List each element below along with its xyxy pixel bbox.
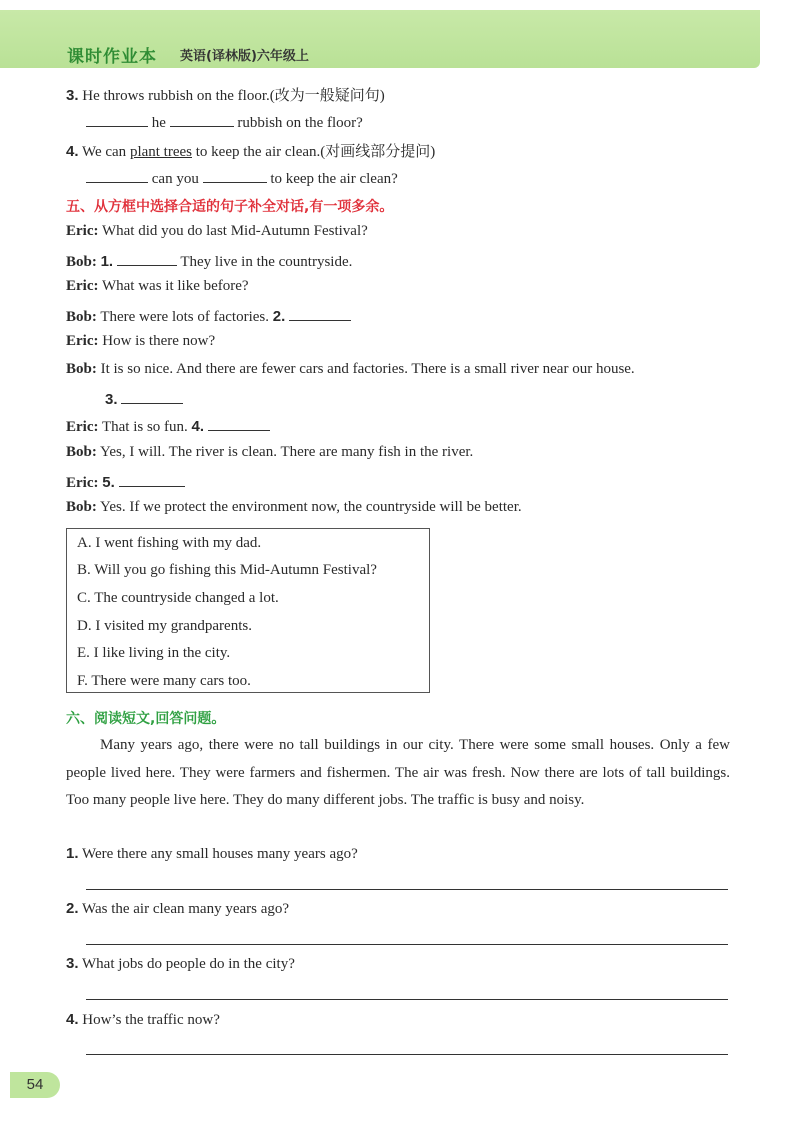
option-c: C. The countryside changed a lot. — [77, 590, 279, 606]
question-number: 3. — [66, 955, 79, 972]
dialogue-line — [66, 444, 473, 461]
answer-blank[interactable] — [121, 389, 183, 404]
dialogue-line — [66, 361, 635, 378]
answer-line[interactable] — [86, 1054, 728, 1055]
answer-blank[interactable] — [170, 112, 234, 127]
answer-blank[interactable] — [289, 306, 351, 321]
answer-blank[interactable] — [203, 168, 267, 183]
speaker: Bob: — [66, 444, 97, 460]
book-title: 课时作业本 — [67, 47, 157, 67]
dialogue-line — [66, 333, 215, 350]
question-4 — [66, 140, 435, 161]
option-a: A. I went fishing with my dad. — [77, 535, 262, 551]
blank-number: 1. — [100, 253, 114, 270]
dialogue-text: How is there now? — [102, 333, 216, 349]
answer-blank[interactable] — [86, 112, 148, 127]
dialogue-line — [66, 223, 368, 240]
question-number: 4. — [66, 143, 79, 160]
dialogue-line — [66, 472, 185, 492]
speaker: Bob: — [66, 499, 97, 515]
dialogue-text: That is so fun. — [101, 419, 188, 435]
underlined-phrase: plant trees — [129, 144, 192, 160]
dialogue-text: What did you do last Mid-Autumn Festival? — [101, 223, 368, 239]
answer-blank[interactable] — [86, 168, 148, 183]
question-3 — [66, 84, 385, 105]
question-text: What jobs do people do in the city? — [82, 956, 295, 972]
question-number: 2. — [66, 900, 79, 917]
dialogue-line — [66, 251, 352, 271]
dialogue-line — [66, 499, 522, 516]
question-text: Were there any small houses many years ago? — [82, 846, 358, 862]
dialogue-line — [66, 306, 351, 326]
question-number: 3. — [66, 87, 79, 104]
speaker: Eric: — [66, 333, 99, 349]
speaker: Bob: — [66, 361, 97, 377]
answer-word: rubbish on the floor? — [237, 115, 363, 131]
dialogue-text: There were lots of factories. — [100, 309, 269, 325]
dialogue-text: What was it like before? — [101, 278, 249, 294]
blank-number: 2. — [272, 308, 286, 325]
dialogue-line — [66, 416, 270, 436]
dialogue-text: Yes, I will. The river is clean. There are many fish in the river. — [100, 444, 474, 460]
question-text: Was the air clean many years ago? — [82, 901, 290, 917]
speaker: Bob: — [66, 309, 97, 325]
reading-question-1 — [66, 845, 358, 863]
dialogue-text: They live in the countryside. — [180, 254, 353, 270]
blank-number: 5. — [102, 474, 115, 491]
option-d: D. I visited my grandparents. — [77, 618, 252, 634]
option-f: F. There were many cars too. — [77, 673, 251, 689]
dialogue-text: Yes. If we protect the environment now, the countryside will be better. — [100, 499, 522, 515]
speaker: Eric: — [66, 419, 99, 435]
speaker: Eric: — [66, 223, 99, 239]
page-number: 54 — [10, 1072, 60, 1098]
speaker: Eric: — [66, 475, 99, 491]
answer-word: to keep the air clean? — [270, 171, 398, 187]
reading-question-2 — [66, 900, 289, 918]
option-b: B. Will you go fishing this Mid-Autumn Festival? — [77, 562, 377, 578]
question-text: We can — [82, 144, 127, 160]
speaker: Eric: — [66, 278, 99, 294]
answer-line-3 — [86, 112, 363, 132]
section-6-title: 六、阅读短文,回答问题。 — [66, 711, 226, 727]
blank-number: 3. — [105, 391, 118, 408]
answer-blank[interactable] — [117, 251, 177, 266]
question-number: 1. — [66, 845, 79, 862]
speaker: Bob: — [66, 254, 97, 270]
answer-word: he — [151, 115, 166, 131]
answer-word: can you — [151, 171, 199, 187]
answer-line[interactable] — [86, 944, 728, 945]
book-subtitle: 英语(译林版)六年级上 — [180, 49, 309, 64]
question-text: He throws rubbish on the floor.(改为一般疑问句) — [82, 88, 385, 104]
reading-passage: Many years ago, there were no tall buildings in our city. There were some small houses. Only a few people lived here. They were farmers and fishermen. The air was fresh. Now there are lots of tall buildings. Too many people live here. They do many different jobs. The traffic is busy and noisy. — [66, 737, 730, 808]
option-e: E. I like living in the city. — [77, 645, 231, 661]
dialogue-line — [66, 278, 249, 295]
blank-number: 4. — [191, 418, 205, 435]
answer-blank[interactable] — [119, 472, 185, 487]
answer-line[interactable] — [86, 889, 728, 890]
options-box — [66, 528, 430, 693]
answer-line-4 — [86, 168, 398, 188]
section-5-title: 五、从方框中选择合适的句子补全对话,有一项多余。 — [66, 199, 394, 215]
answer-blank[interactable] — [208, 416, 270, 431]
dialogue-text: It is so nice. And there are fewer cars and factories. There is a small river near our house. — [100, 361, 635, 377]
dialogue-line — [105, 389, 183, 409]
question-text: to keep the air clean.(对画线部分提问) — [195, 144, 436, 160]
question-text: How’s the traffic now? — [82, 1012, 220, 1028]
reading-question-4 — [66, 1011, 220, 1029]
reading-question-3 — [66, 955, 295, 973]
question-number: 4. — [66, 1011, 79, 1028]
answer-line[interactable] — [86, 999, 728, 1000]
